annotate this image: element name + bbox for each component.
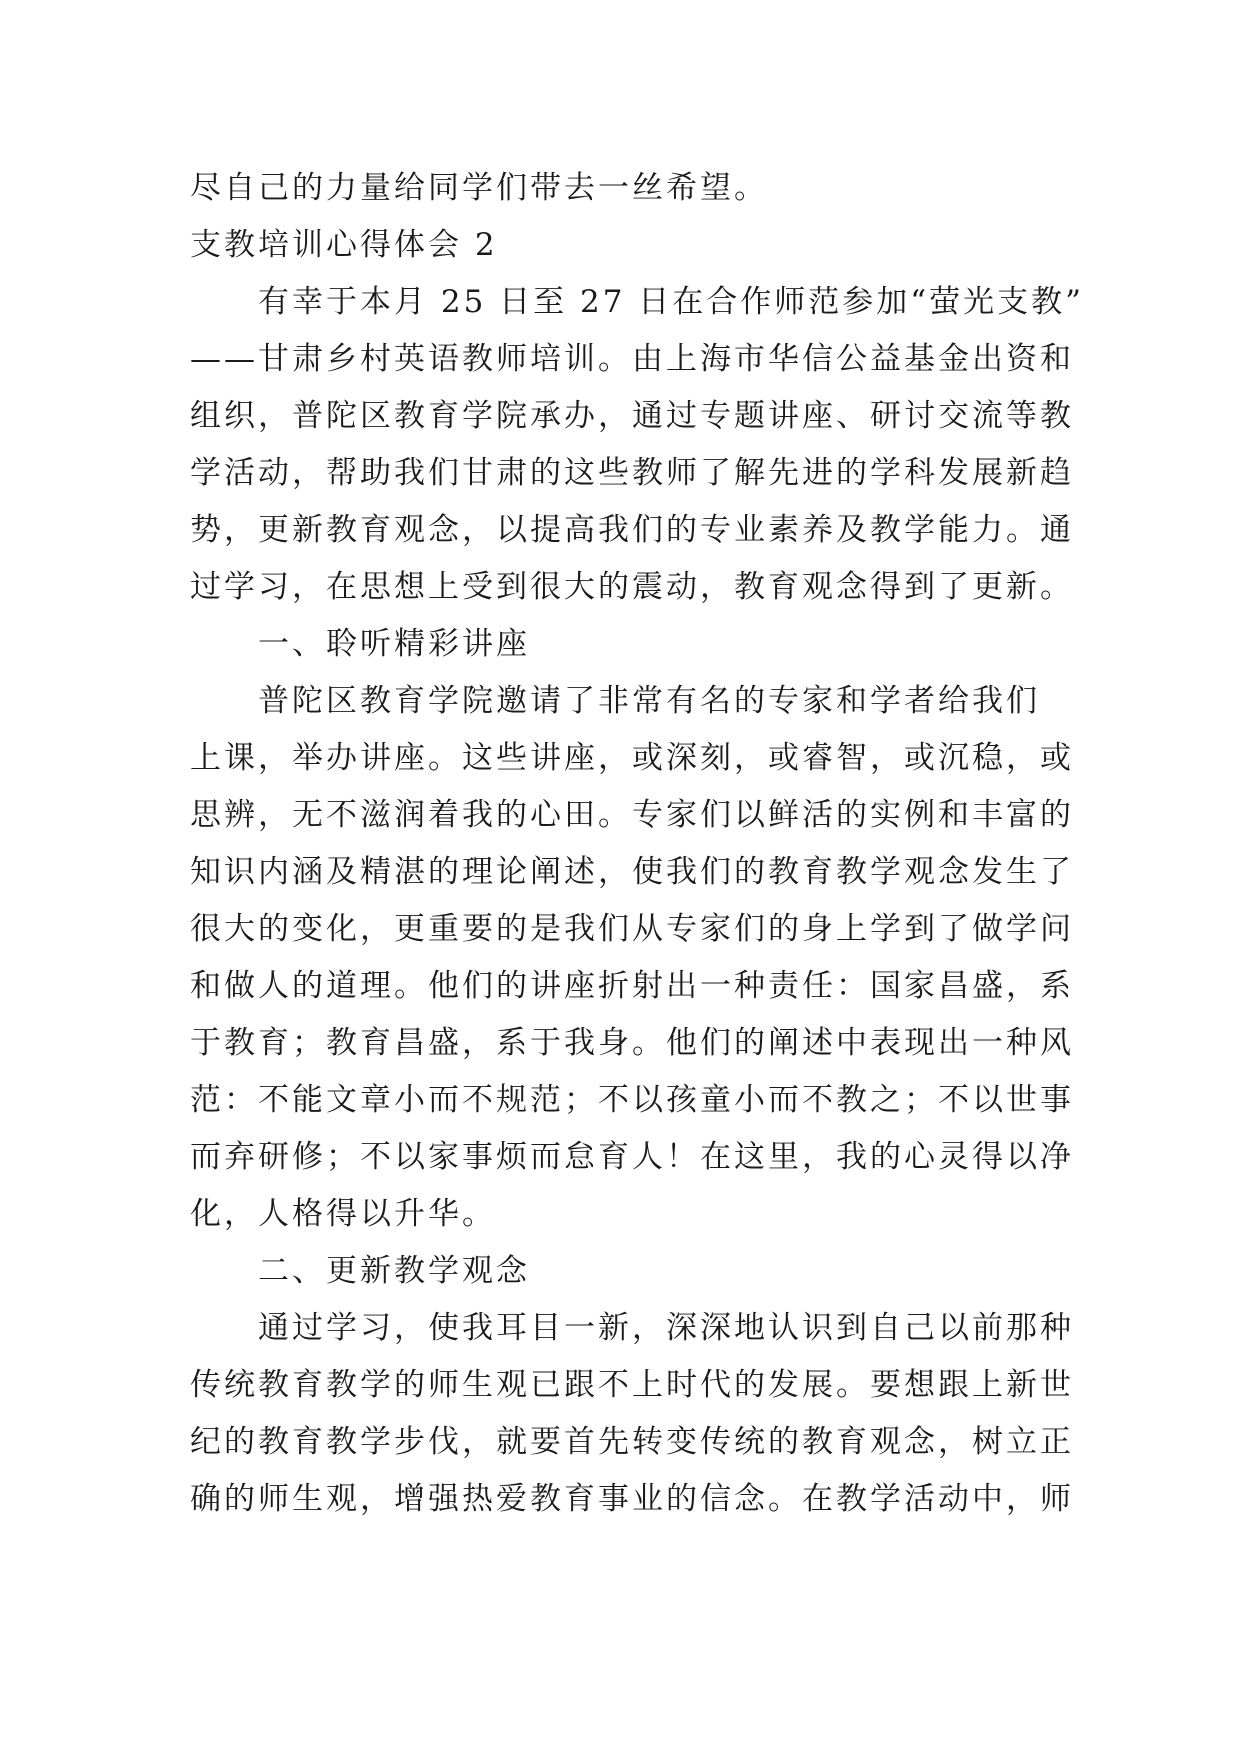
text-line: 尽自己的力量给同学们带去一丝希望。 [190, 170, 768, 206]
document-body [190, 160, 1085, 1528]
text-line: 而弃研修；不以家事烦而怠育人！在这里，我的心灵得以净 [190, 1139, 1074, 1175]
text-line: ——甘肃乡村英语教师培训。由上海市华信公益基金出资和 [190, 341, 1074, 377]
text-line: 确的师生观，增强热爱教育事业的信念。在教学活动中，师 [190, 1481, 1074, 1517]
text-line: 纪的教育教学步伐，就要首先转变传统的教育观念，树立正 [190, 1424, 1074, 1460]
text-line: 通过学习，使我耳目一新，深深地认识到自己以前那种 [258, 1310, 1074, 1346]
text-line: 于教育；教育昌盛，系于我身。他们的阐述中表现出一种风 [190, 1025, 1074, 1061]
text-line: 范：不能文章小而不规范；不以孩童小而不教之；不以世事 [190, 1082, 1074, 1118]
text-line: 有幸于本月 25 日至 27 日在合作师范参加“萤光支教” [258, 284, 1085, 320]
text-line: 势，更新教育观念，以提高我们的专业素养及教学能力。通 [190, 512, 1074, 548]
section-heading: 支教培训心得体会 2 [190, 227, 498, 263]
subsection-heading: 二、更新教学观念 [258, 1253, 530, 1289]
text-line: 过学习，在思想上受到很大的震动，教育观念得到了更新。 [190, 569, 1074, 605]
subsection-heading: 一、聆听精彩讲座 [258, 626, 530, 662]
text-line: 上课，举办讲座。这些讲座，或深刻，或睿智，或沉稳，或 [190, 740, 1074, 776]
text-line: 组织，普陀区教育学院承办，通过专题讲座、研讨交流等教 [190, 398, 1074, 434]
text-line: 和做人的道理。他们的讲座折射出一种责任：国家昌盛，系 [190, 968, 1074, 1004]
text-line: 很大的变化，更重要的是我们从专家们的身上学到了做学问 [190, 911, 1074, 947]
text-line: 传统教育教学的师生观已跟不上时代的发展。要想跟上新世 [190, 1367, 1074, 1403]
text-line: 思辨，无不滋润着我的心田。专家们以鲜活的实例和丰富的 [190, 797, 1074, 833]
text-line: 学活动，帮助我们甘肃的这些教师了解先进的学科发展新趋 [190, 455, 1074, 491]
text-line: 知识内涵及精湛的理论阐述，使我们的教育教学观念发生了 [190, 854, 1074, 890]
text-line: 普陀区教育学院邀请了非常有名的专家和学者给我们 [258, 683, 1040, 719]
text-line: 化，人格得以升华。 [190, 1196, 496, 1232]
